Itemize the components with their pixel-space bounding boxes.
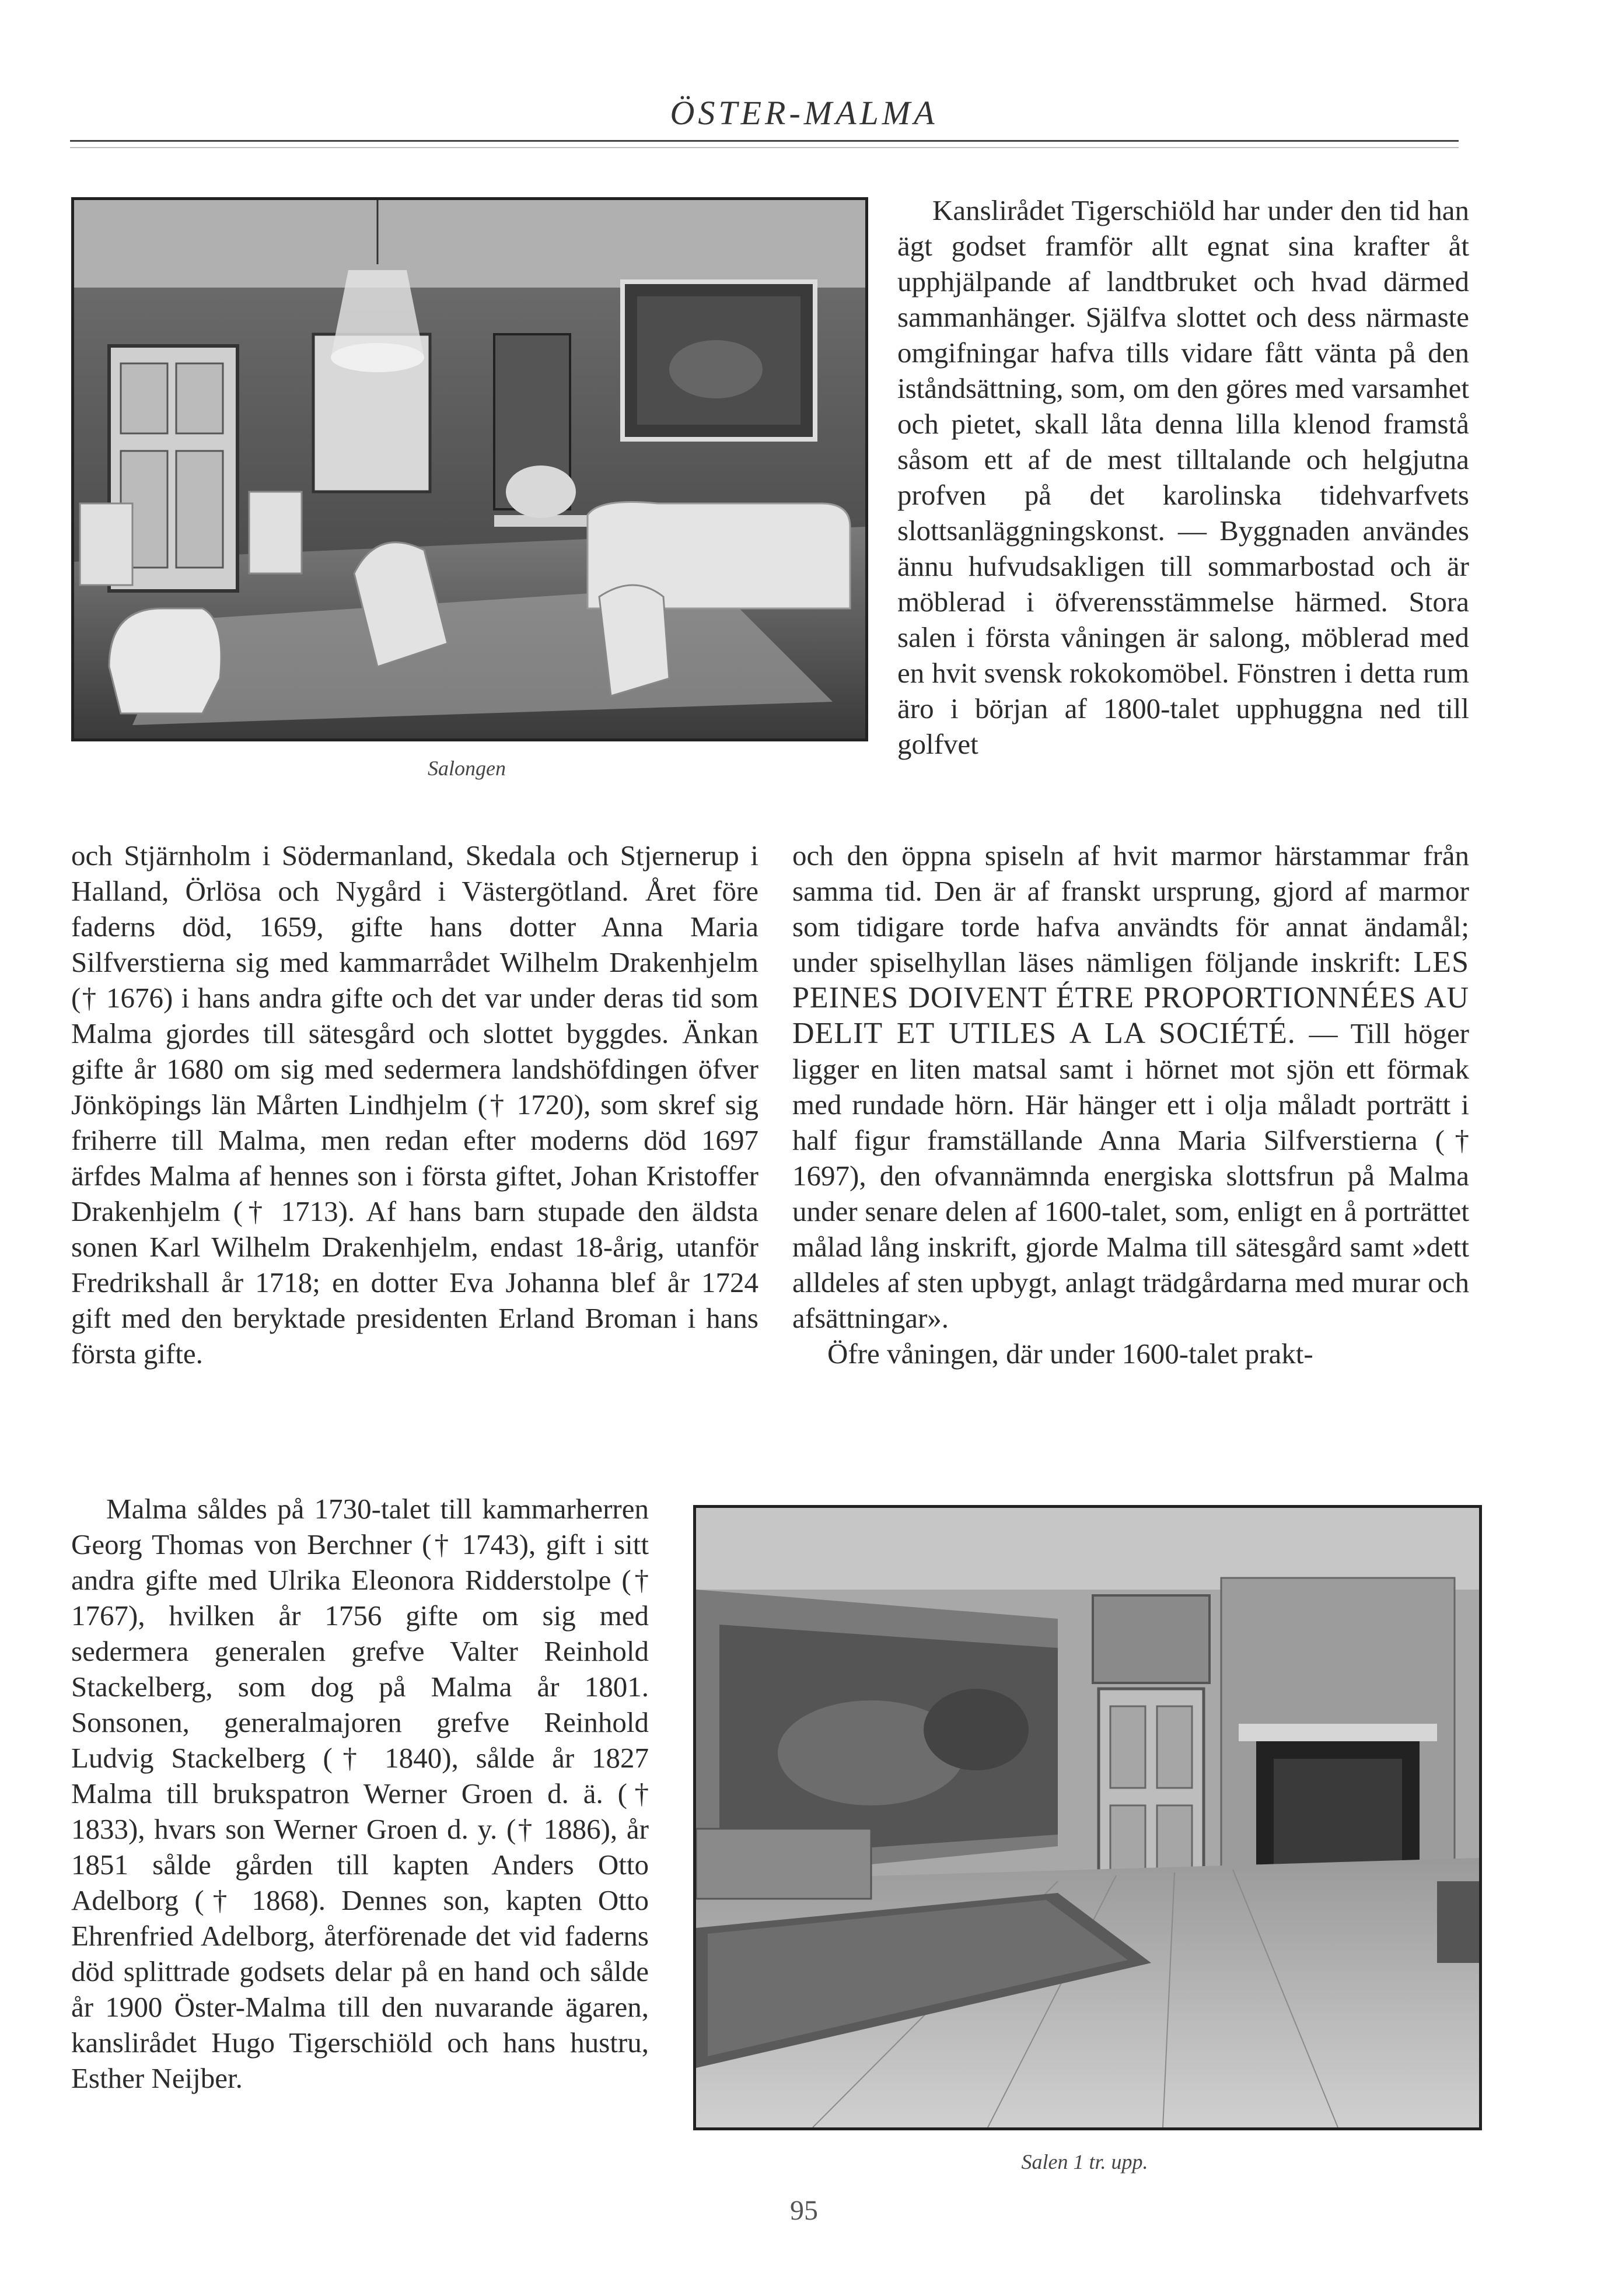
right-middle-continuation: Öfre våningen, där under 1600-talet prakt- [827,1338,1313,1370]
fireplace-inscription: LES PEINES DOIVENT ÉTRE PROPORTIONNÉES AU DELIT ET UTILES A LA SOCIÉTÉ. [792,946,1469,1050]
right-middle-text-b: — Till höger ligger en liten matsal samt i hörnet mot sjön ett förmak med rundade hörn. Här hänger ett i olja måladt porträtt i half figur framställande Anna Maria Silfverstierna († 1697), den ofvannämnda energiska slottsfrun på Malma under senare delen af 1600-talet, som, enligt en å porträttet målad lång inskrift, gjorde Malma till sätesgård samt »dett alldeles af sten upbygt, anlagt trädgårdarna med murar och afsättningar». [792,1017,1470,1334]
header-rule-thin [70,147,1459,148]
left-column-bottom-text: Malma såldes på 1730-talet till kammarherren Georg Thomas von Berchner († 1743), gift i sitt andra gifte med Ulrika Eleonora Ridderstolpe († 1767), hvilken år 1756 gifte om sig med sedermera generalen grefve Valter Reinhold Stackelberg, som dog på Malma år 1801. Sonsonen, generalmajoren grefve Reinhold Ludvig Stackelberg († 1840), sålde år 1827 Malma till brukspatron Werner Groen d. ä. († 1833), hvars son Werner Groen d. y. († 1886), år 1851 sålde gården till kapten Anders Otto Adelborg († 1868). Dennes son, kapten Otto Ehrenfried Adelborg, återförenade det vid faderns död splittrade godsets delar på en hand och sålde år 1900 Öster-Malma till den nuvarande ägaren, kanslirådet Hugo Tigerschiöld och hans hustru, Esther Neijber. [71,1493,649,2094]
right-middle-text-a: och den öppna spiseln af hvit marmor härstammar från samma tid. Den är af franskt ursprung, gjord af marmor som tidigare torde hafva användts för annat ändamål; under spiselhyllan läses nämligen följande inskrift: [792,839,1469,978]
salon-caption: Salongen [428,757,506,780]
running-header: ÖSTER-MALMA [670,94,938,132]
hall-photo [693,1505,1482,2130]
page-number: 95 [790,2195,818,2226]
left-column-middle-text: och Stjärnholm i Södermanland, Skedala och Stjernerup i Halland, Örlösa och Nygård i Västergötland. Året före faderns död, 1659, gifte hans dotter Anna Maria Silfverstierna sig med kammarrådet Wilhelm Drakenhjelm († 1676) i hans andra gifte och det var under deras tid som Malma gjordes till sätesgård och slottet byggdes. Änkan gifte år 1680 om sig med sedermera landshöfdingen öfver Jönköpings län Mårten Lindhjelm († 1720), som skref sig friherre till Malma, men redan efter moderns död 1697 ärfdes Malma af hennes son i första giftet, Johan Kristoffer Drakenhjelm († 1713). Af hans barn stupade den äldsta sonen Karl Wilhelm Drakenhjelm, endast 18-årig, utanför Fredrikshall år 1718; en dotter Eva Johanna blef år 1724 gift med den beryktade presidenten Erland Broman i hans första gifte. [71,839,758,1370]
header-rule [70,140,1459,142]
right-column-middle-text [792,838,1469,1371]
salon-photo [71,197,868,741]
right-column-top-text: Kanslirådet Tigerschiöld har under den tid han ägt godset framför allt egnat sina krafter åt upphjälpande af landtbruket och hvad därmed sammanhänger. Själfva slottet och dess närmaste omgifningar hafva tills vidare fått vänta på den iståndsättning, som, om den göres med varsamhet och pietet, skall låta denna lilla klenod framstå såsom ett af de mest tilltalande och helgjutna profven på det karolinska tidehvarfvets slottsanläggningskonst. — Byggnaden användes ännu hufvudsakligen till sommarbostad och är möblerad i öfverensstämmelse härmed. Stora salen i första våningen är salong, möblerad med en hvit svensk rokokomöbel. Fönstren i detta rum äro i början af 1800-talet upphuggna ned till golfvet [897,194,1469,760]
hall-caption: Salen 1 tr. upp. [1021,2150,1148,2174]
